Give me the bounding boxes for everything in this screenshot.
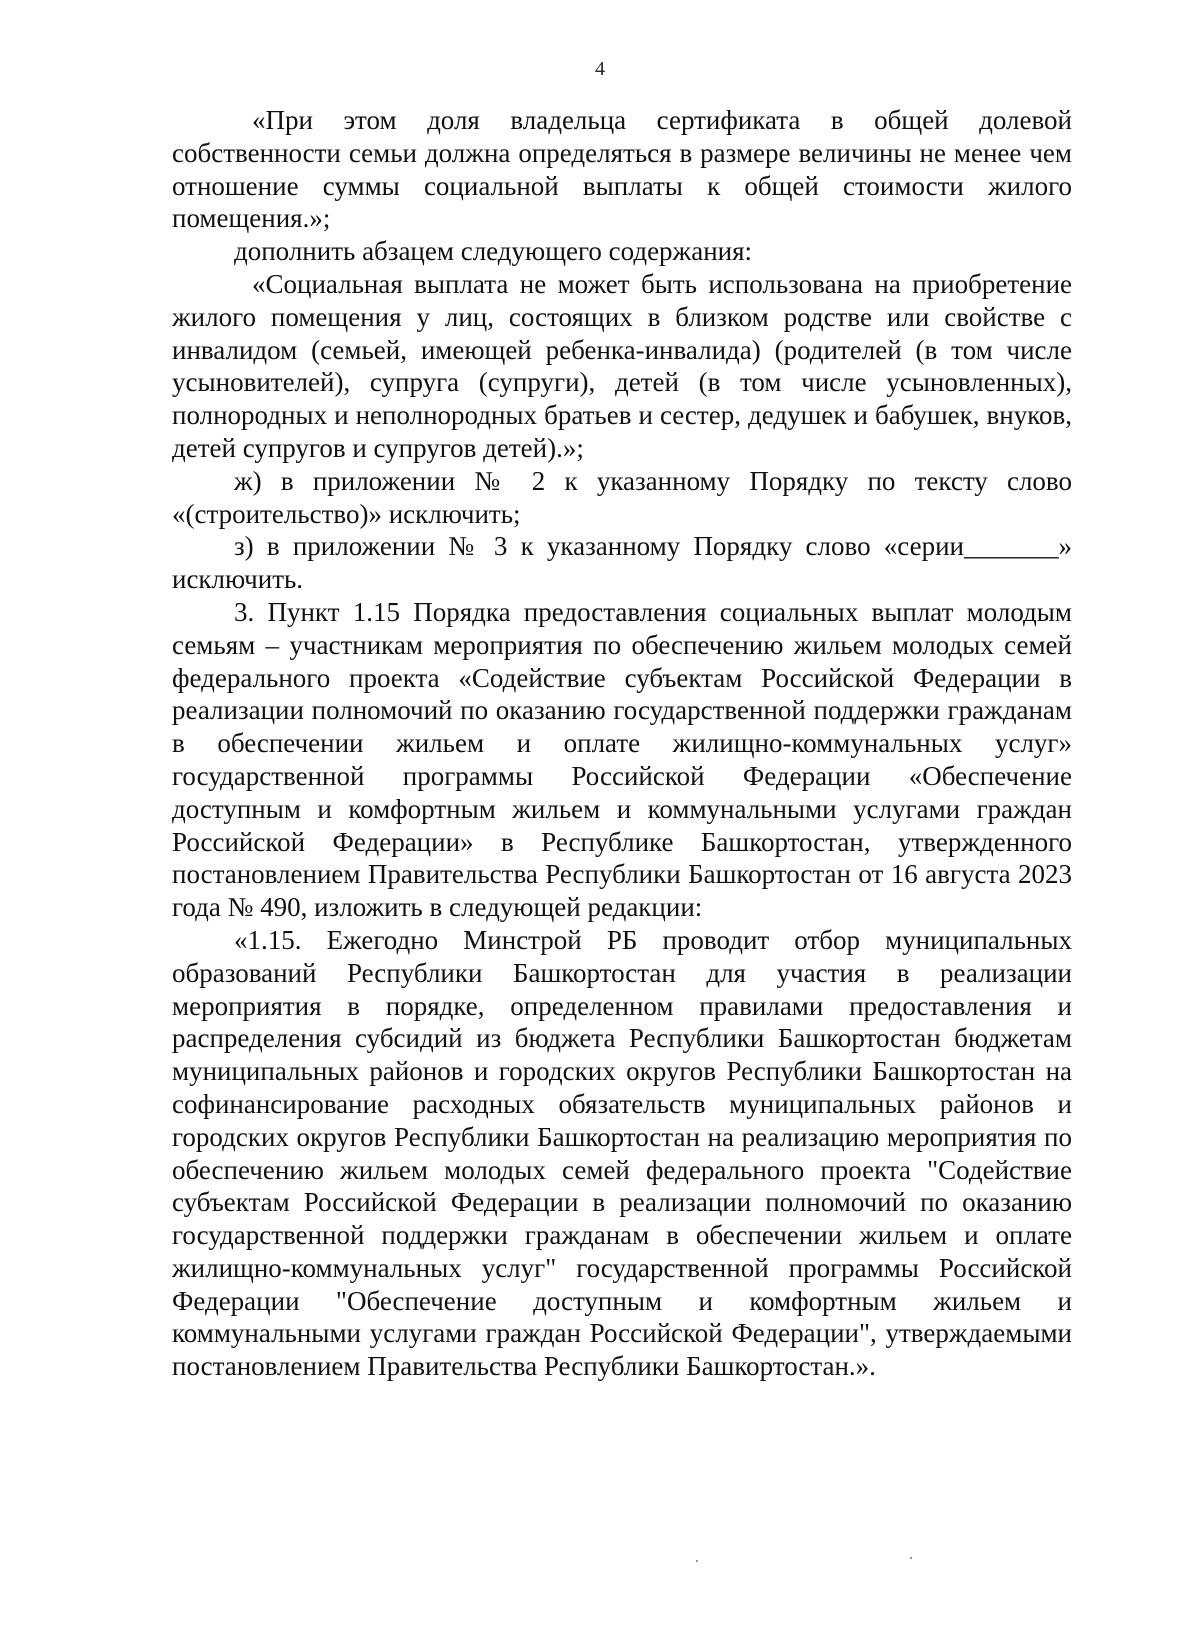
scan-speck: [910, 1557, 912, 1559]
paragraph-point-1-15: «1.15. Ежегодно Минстрой РБ проводит отбор муниципальных образований Республики Башкортостан для участия в реализации мероприятия в порядке, определенном правилами предоставления и распределения субсидий из бюджета Республики Башкортостан бюджетам муниципальных районов и городских округов Республики Башкортостан на софинансирование расходных обязательств муниципальных районов и городских округов Республики Башкортостан на реализацию мероприятия по обеспечению жильем молодых семей федерального проекта "Содействие субъектам Российской Федерации в реализации полномочий по оказанию государственной поддержки гражданам в обеспечении жильем и оплате жилищно-коммунальных услуг" государственной программы Российской Федерации "Обеспечение доступным и комфортным жильем и коммунальными услугами граждан Российской Федерации", утверждаемыми постановлением Правительства Республики Башкортостан.».: [172, 924, 1072, 1382]
paragraph-quote-share: «При этом доля владельца сертификата в общей долевой собственности семьи должна определяться в размере величины не менее чем отношение суммы социальной выплаты к общей стоимости жилого помещения.»;: [172, 105, 1072, 234]
page-number: 4: [595, 58, 605, 80]
paragraph-item-zh: ж) в приложении № 2 к указанному Порядку по тексту слово «(строительство)» исключить;: [172, 465, 1072, 529]
document-body: [172, 104, 1072, 1383]
paragraph-social-payment-quote: «Социальная выплата не может быть использована на приобретение жилого помещения у лиц, состоящих в близком родстве или свойстве с инвалидом (семьей, имеющей ребенка-инвалида) (родителей (в том числе усыновителей), супруга (супруги), детей (в том числе усыновленных), полнородных и неполнородных братьев и сестер, дедушек и бабушек, внуков, детей супругов и супругов детей).»;: [172, 268, 1072, 463]
paragraph-item-z: з) в приложении № 3 к указанному Порядку слово «серии_______» исключить.: [172, 531, 1072, 595]
scan-speck: [696, 1560, 698, 1562]
paragraph-point-3: 3. Пункт 1.15 Порядка предоставления социальных выплат молодым семьям – участникам мероприятия по обеспечению жильем молодых семей федерального проекта «Содействие субъектам Российской Федерации в реализации полномочий по оказанию государственной поддержки гражданам в обеспечении жильем и оплате жилищно-коммунальных услуг» государственной программы Российской Федерации «Обеспечение доступным и комфортным жильем и коммунальными услугами граждан Российской Федерации» в Республике Башкортостан, утвержденного постановлением Правительства Республики Башкортостан от 16 августа 2023 года № 490, изложить в следующей редакции:: [172, 596, 1072, 923]
paragraph-supplement: дополнить абзацем следующего содержания:: [234, 236, 753, 267]
